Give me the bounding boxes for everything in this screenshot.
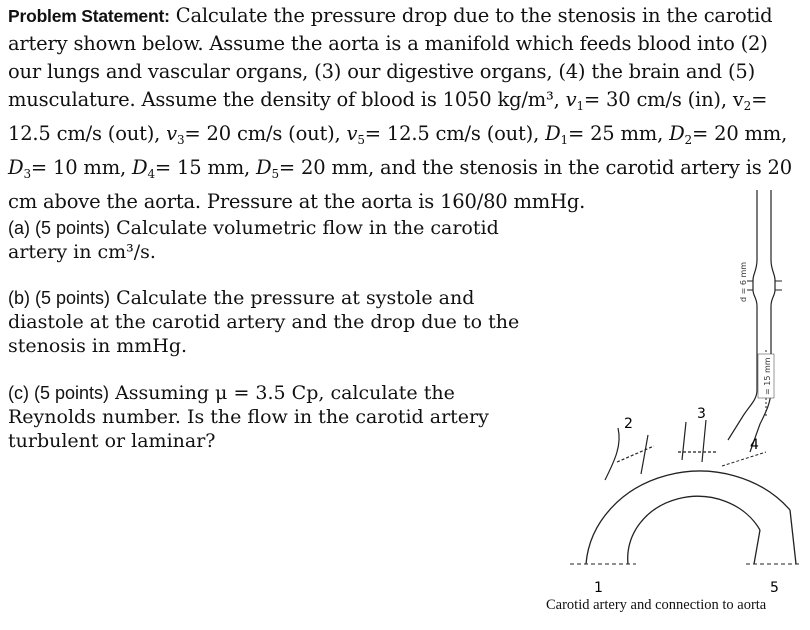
carotid-artery <box>728 190 775 452</box>
diameter-5: = 20 mm, and the stenosis in the carotid artery is 20 cm above the aorta. Pressure at the aorta is 160/80 mmHg. <box>8 156 792 213</box>
branch-label-3: 3 <box>697 406 706 422</box>
carotid-aorta-diagram <box>540 190 810 600</box>
statement-label: Problem Statement: <box>8 6 170 26</box>
aorta-arch <box>586 471 796 564</box>
velocity-1: = 30 cm/s (in), v <box>583 88 744 111</box>
branch-4-section <box>722 452 766 466</box>
problem-statement: Problem Statement: Calculate the pressure drop due to the stenosis in the carotid artery shown below. Assume the aorta is a manifold which feeds blood into (2) our lungs and vascular organs, (3) our digestive organs, (4) the brain and (5) musculature. Assume the density of blood is 1050 kg/m³, $v_1= 30$ cm/s (in), $v_2= 12.5$ cm/s (out), $v_3= 20$ cm/s (out), $v_5= 12.5$ cm/s (out), $D_1= 25$ mm, $D_2= 20$ mm, $D_3= 10$ mm, $D_4= 15$ mm, $D_5= 20$ mm, and the stenosis in the carotid artery is 20 cm above the aorta. Pressure at the aorta is 160/80 mmHg. <box>8 4 792 213</box>
question-c-points: (c) (5 points) <box>8 383 110 403</box>
branch-label-5: 5 <box>770 580 779 596</box>
branch-label-1: 1 <box>594 580 603 596</box>
question-b-points: (b) (5 points) <box>8 288 111 308</box>
artery-diameter-label: = 15 mm <box>763 357 772 395</box>
diagram-caption: Carotid artery and connection to aorta <box>546 597 767 613</box>
question-b <box>8 286 538 358</box>
branch-label-4: 4 <box>750 437 759 453</box>
velocity-2: = 12.5 cm/s (out), <box>8 88 768 145</box>
velocity-3: = 20 cm/s (out), <box>184 122 347 145</box>
diameter-2: = 20 mm, <box>691 122 788 145</box>
question-c <box>8 381 538 453</box>
stenosis-diameter-label: d = 6 mm <box>739 261 748 302</box>
question-a-points: (a) (5 points) <box>8 218 111 238</box>
question-c-text: Assuming μ = 3.5 Cp, calculate the Reynolds number. Is the flow in the carotid artery turbulent or laminar? <box>8 382 489 452</box>
question-a <box>8 216 538 264</box>
branch-3 <box>678 420 716 462</box>
diameter-4: = 15 mm, <box>154 156 257 179</box>
diameter-3: = 10 mm, <box>30 156 133 179</box>
velocity-5: = 12.5 cm/s (out), <box>364 122 546 145</box>
statement-intro: Calculate the pressure drop due to the stenosis in the carotid artery shown below. Assume the aorta is a manifold which feeds blood into (2) our lungs and vascular organs, (3) our digestive organs, (4) the brain and (5) musculature. Assume the density of blood is 1050 kg/m³, <box>8 4 773 111</box>
question-a-text: Calculate volumetric flow in the carotid artery in cm³/s. <box>8 217 499 263</box>
diameter-1: = 25 mm, <box>567 122 670 145</box>
question-b-text: Calculate the pressure at systole and diastole at the carotid artery and the drop due to the stenosis in mmHg. <box>8 287 520 357</box>
branch-2 <box>605 428 654 480</box>
branch-label-2: 2 <box>624 416 633 432</box>
